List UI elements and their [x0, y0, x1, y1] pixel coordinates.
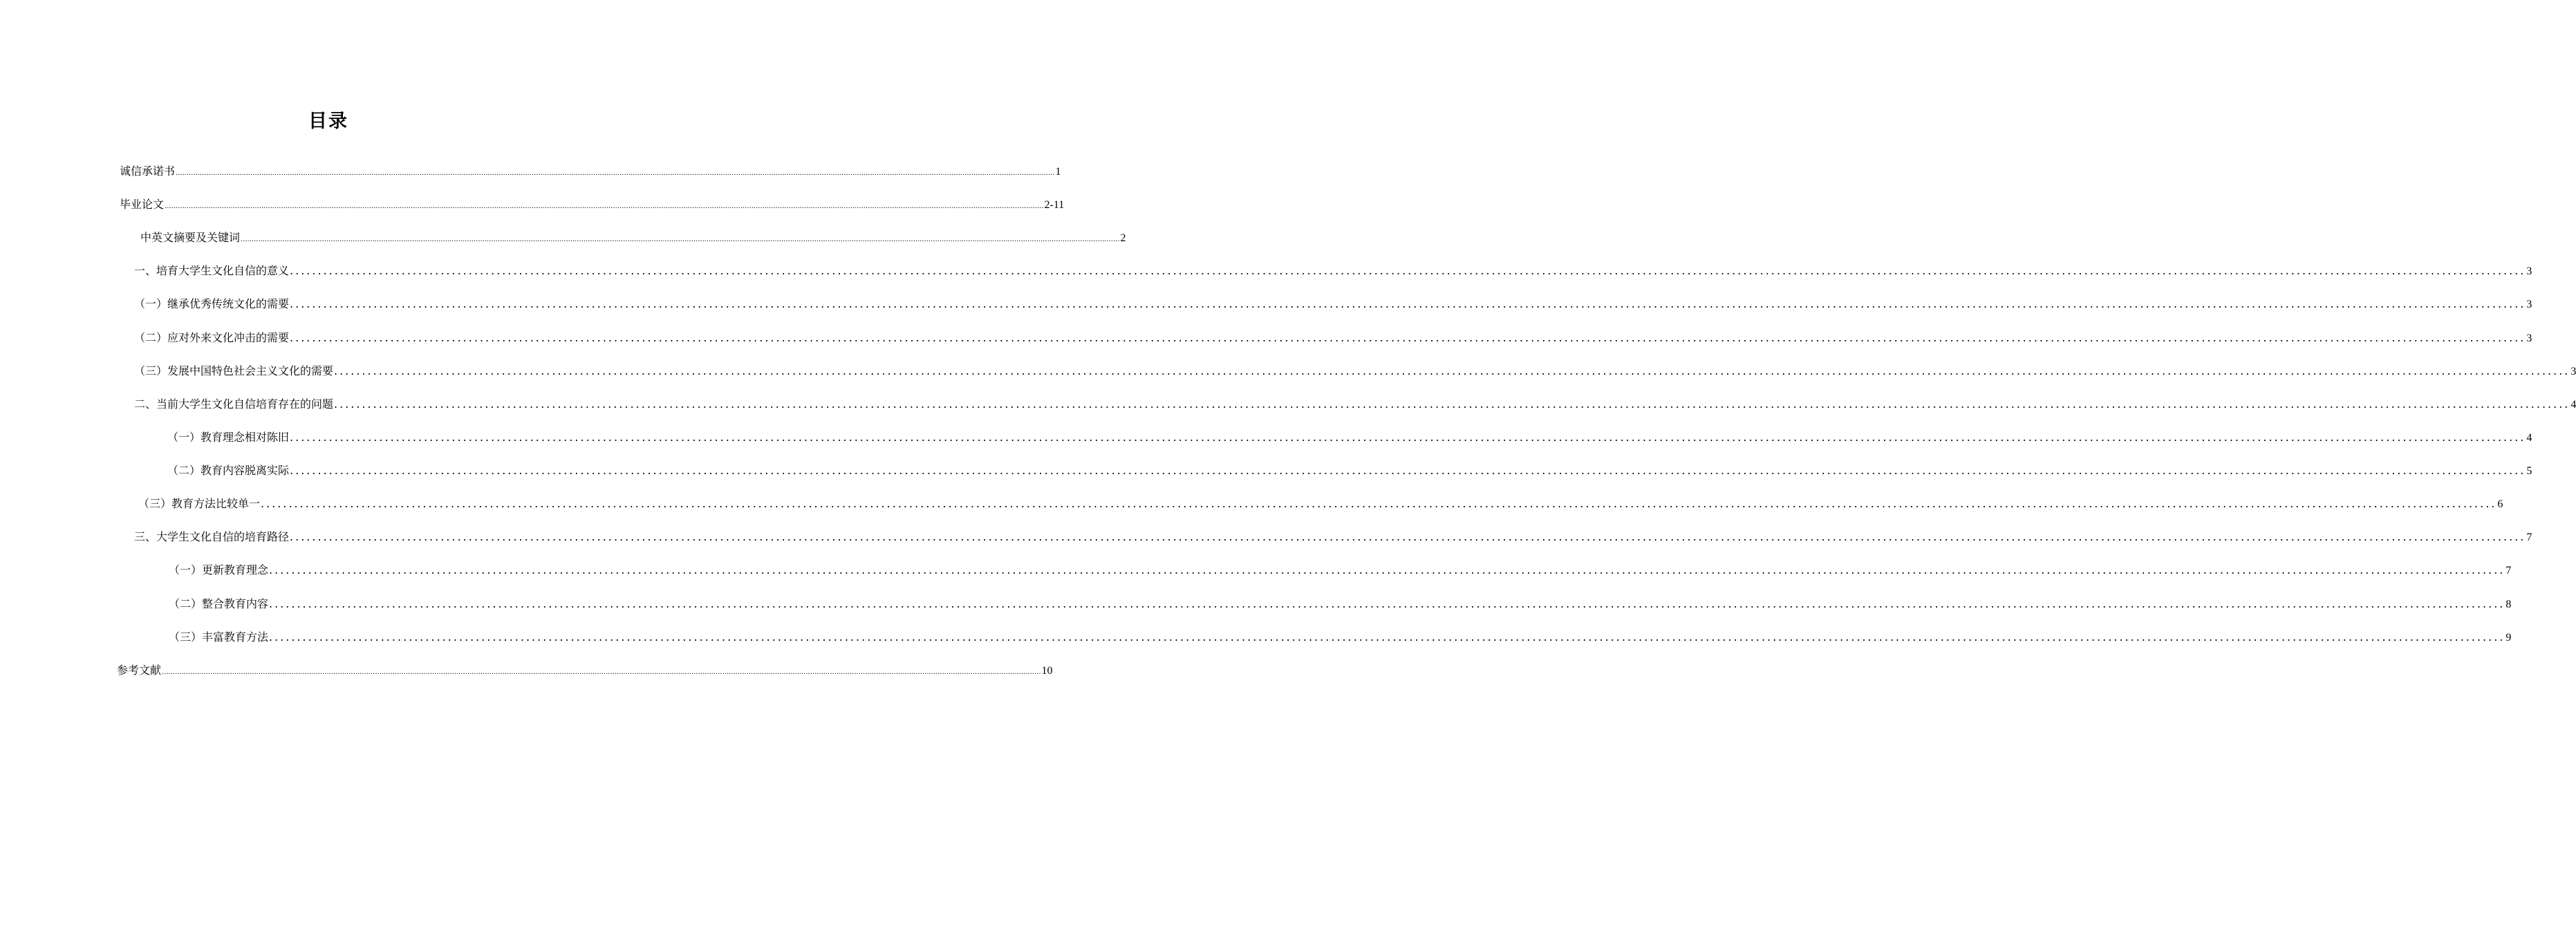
- toc-entry[interactable]: [120, 196, 1065, 213]
- toc-entry-page: 2: [1120, 232, 1126, 244]
- toc-entry[interactable]: [134, 363, 2576, 379]
- toc-entry[interactable]: [134, 396, 2576, 413]
- toc-entry-page: 8: [2505, 599, 2512, 610]
- toc-entry[interactable]: [140, 229, 1126, 246]
- toc-entry-label: （三）发展中国特色社会主义文化的需要: [134, 364, 334, 377]
- toc-entry[interactable]: [169, 596, 2512, 612]
- toc-entry-label: 中英文摘要及关键词: [140, 231, 241, 244]
- toc-entry[interactable]: [169, 562, 2512, 579]
- dot-leader: ................................................................................................................................................................................................................................................................................................................................................................................................................: [290, 297, 2526, 310]
- dot-leader: ................................................................................................................................................................................................................................................................................................................................................................................................................: [290, 464, 2526, 477]
- toc-entry-page: 7: [2505, 565, 2512, 576]
- toc-entry-label: （一）继承优秀传统文化的需要: [134, 297, 290, 310]
- toc-entry-label: 一、培育大学生文化自信的意义: [134, 264, 290, 277]
- dot-leader: ................................................................................................................................................................................................................................................................................................................................................................................................................: [176, 169, 1055, 177]
- toc-entry-page: 3: [2526, 332, 2532, 344]
- toc-entry[interactable]: [120, 163, 1061, 180]
- toc-entry-page: 10: [1041, 665, 1053, 677]
- dot-leader: ................................................................................................................................................................................................................................................................................................................................................................................................................: [162, 668, 1041, 676]
- toc-entry-page: 2-11: [1044, 199, 1065, 211]
- toc-entry-page: 4: [2570, 399, 2576, 411]
- toc-entry-label: （二）教育内容脱离实际: [167, 464, 290, 477]
- toc-entry-page: 1: [1055, 166, 1061, 178]
- toc-entry[interactable]: [134, 330, 2532, 346]
- toc-entry[interactable]: [134, 296, 2532, 312]
- toc-entry-label: 毕业论文: [120, 198, 165, 211]
- dot-leader: ................................................................................................................................................................................................................................................................................................................................................................................................................: [241, 236, 1120, 243]
- dot-leader: ................................................................................................................................................................................................................................................................................................................................................................................................................: [334, 397, 2570, 411]
- toc-entry-page: 3: [2570, 366, 2576, 377]
- page-title: 目录: [308, 111, 348, 132]
- toc-entry-label: （二）应对外来文化冲击的需要: [134, 331, 290, 344]
- toc-entry-label: 三、大学生文化自信的培育路径: [134, 530, 290, 543]
- dot-leader: ................................................................................................................................................................................................................................................................................................................................................................................................................: [269, 597, 2505, 610]
- toc-entry-page: 9: [2505, 632, 2512, 644]
- dot-leader: ................................................................................................................................................................................................................................................................................................................................................................................................................: [290, 264, 2526, 277]
- toc-entry[interactable]: [134, 263, 2532, 279]
- toc-entry-label: 诚信承诺书: [120, 165, 176, 178]
- toc-entry-label: （二）整合教育内容: [169, 597, 269, 610]
- toc-entry[interactable]: [167, 429, 2532, 446]
- toc-entry[interactable]: [169, 629, 2512, 646]
- toc-entry-page: 3: [2526, 299, 2532, 310]
- dot-leader: ................................................................................................................................................................................................................................................................................................................................................................................................................: [334, 364, 2570, 377]
- dot-leader: ................................................................................................................................................................................................................................................................................................................................................................................................................: [290, 530, 2526, 543]
- toc-entry-label: （三）教育方法比较单一: [138, 497, 261, 510]
- toc-entry-page: 5: [2526, 465, 2532, 477]
- toc-entry-page: 3: [2526, 265, 2532, 277]
- toc-entry-page: 6: [2497, 498, 2503, 510]
- dot-leader: ................................................................................................................................................................................................................................................................................................................................................................................................................: [290, 431, 2526, 444]
- toc-entry-page: 4: [2526, 432, 2532, 444]
- toc-entry-label: 二、当前大学生文化自信培育存在的问题: [134, 397, 334, 411]
- toc-entry-label: （一）更新教育理念: [169, 563, 269, 576]
- dot-leader: ................................................................................................................................................................................................................................................................................................................................................................................................................: [269, 630, 2505, 644]
- dot-leader: ................................................................................................................................................................................................................................................................................................................................................................................................................: [261, 497, 2497, 510]
- toc-entry-label: 参考文献: [117, 664, 162, 677]
- dot-leader: ................................................................................................................................................................................................................................................................................................................................................................................................................: [269, 563, 2505, 576]
- toc-entry[interactable]: [134, 529, 2532, 545]
- toc-entry-page: 7: [2526, 532, 2532, 543]
- toc-entry-label: （一）教育理念相对陈旧: [167, 431, 290, 444]
- dot-leader: ................................................................................................................................................................................................................................................................................................................................................................................................................: [165, 203, 1044, 210]
- dot-leader: ................................................................................................................................................................................................................................................................................................................................................................................................................: [290, 331, 2526, 344]
- toc-entry-label: （三）丰富教育方法: [169, 630, 269, 644]
- toc-entry[interactable]: [117, 662, 1053, 679]
- toc-entry[interactable]: [138, 496, 2503, 512]
- toc-entry[interactable]: [167, 462, 2532, 479]
